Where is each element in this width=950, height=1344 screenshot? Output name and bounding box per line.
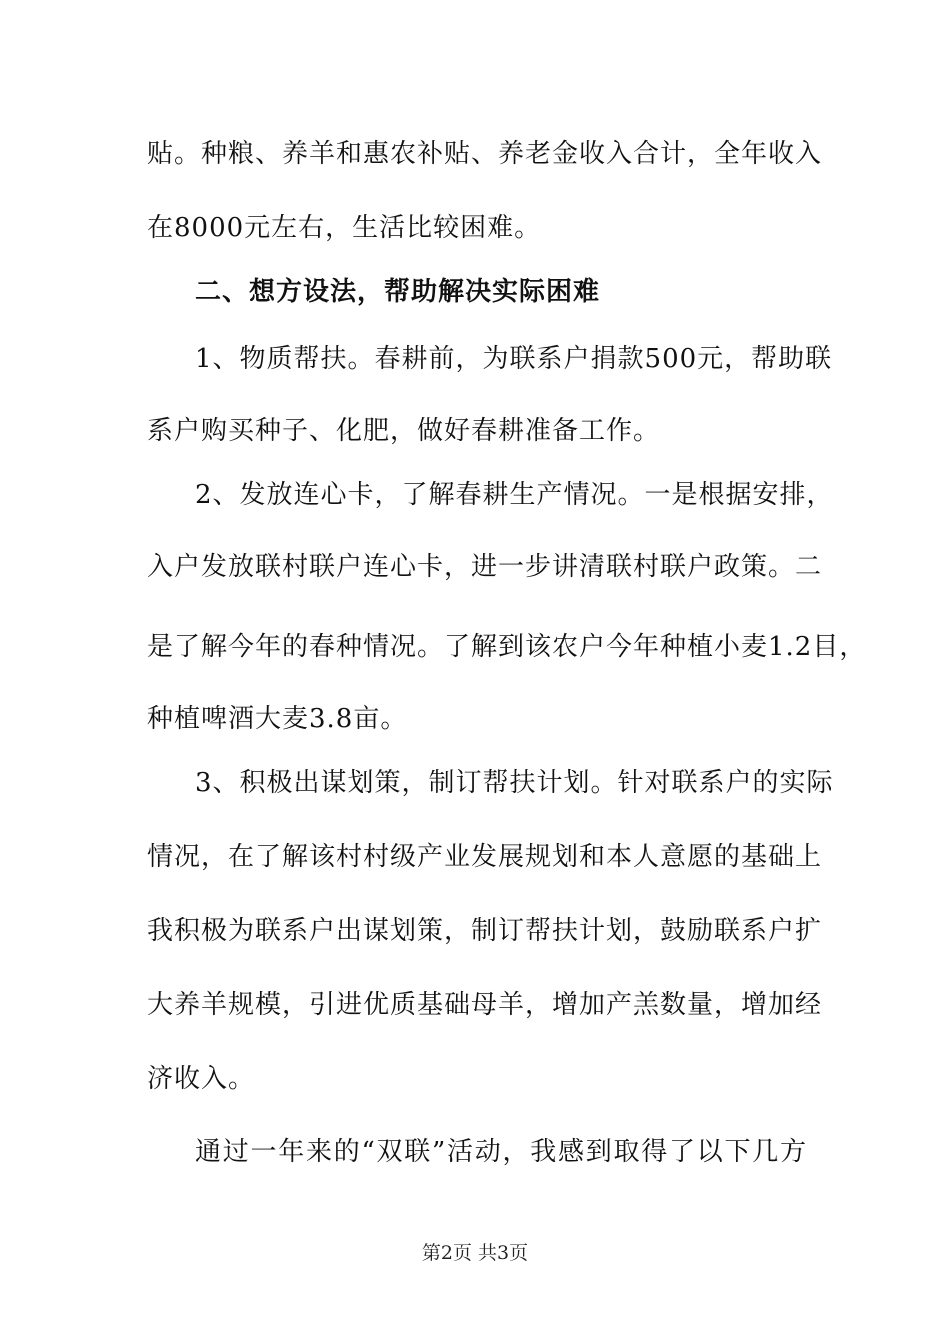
paragraph-line: 通过一年来的“双联”活动，我感到取得了以下几方 — [195, 1137, 807, 1167]
page-number: 第2页 共3页 — [421, 1242, 529, 1264]
paragraph-line: 系户购买种子、化肥，做好春耕准备工作。 — [147, 416, 661, 446]
paragraph-line: 我积极为联系户出谋划策，制订帮扶计划，鼓励联系户扩 — [147, 916, 823, 946]
paragraph-line: 情况，在了解该村村级产业发展规划和本人意愿的基础上 — [147, 842, 823, 872]
paragraph-line: 入户发放联村联户连心卡，进一步讲清联村联户政策。二 — [147, 552, 823, 582]
paragraph-line: 1、物质帮扶。春耕前，为联系户捐款500元，帮助联 — [195, 344, 833, 374]
paragraph-line: 济收入。 — [147, 1064, 256, 1094]
paragraph-line: 是了解今年的春种情况。了解到该农户今年种植小麦1.2目， — [147, 632, 867, 662]
paragraph-line: 种植啤酒大麦3.8亩。 — [147, 704, 408, 734]
paragraph-line: 在8000元左右，生活比较困难。 — [147, 213, 542, 243]
paragraph-line: 2、发放连心卡，了解春耕生产情况。一是根据安排， — [195, 480, 834, 510]
section-heading: 二、想方设法，帮助解决实际困难 — [195, 277, 601, 307]
paragraph-line: 贴。种粮、养羊和惠农补贴、养老金收入合计，全年收入 — [147, 139, 823, 169]
paragraph-line: 3、积极出谋划策，制订帮扶计划。针对联系户的实际 — [195, 768, 834, 798]
paragraph-line: 大养羊规模，引进优质基础母羊，增加产羔数量，增加经 — [147, 990, 823, 1020]
